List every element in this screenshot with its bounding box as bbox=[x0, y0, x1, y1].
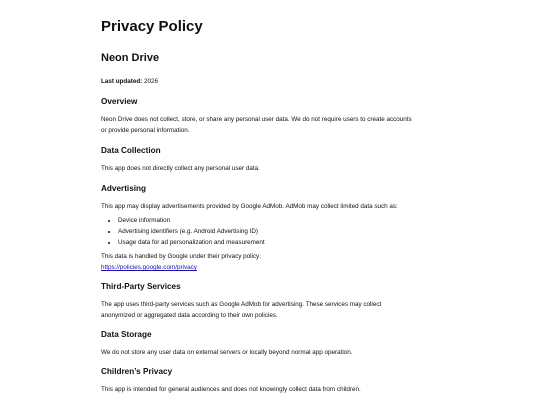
last-updated bbox=[101, 65, 441, 87]
advertising-link-line bbox=[101, 262, 441, 273]
advertising-body bbox=[101, 194, 441, 273]
advertising-handled-text: This data is handled by Google under their privacy policy: bbox=[101, 253, 261, 260]
overview-body bbox=[101, 107, 441, 136]
page-title: Privacy Policy bbox=[101, 18, 203, 35]
last-updated-value: 2026 bbox=[144, 78, 159, 85]
childrens-privacy-text: This app is intended for general audiences and does not knowingly collect data from children. bbox=[101, 386, 361, 393]
overview-text-line-2: or provide personal information. bbox=[101, 127, 190, 134]
list-item: • Advertising identifiers (e.g. Android Advertising ID) bbox=[118, 226, 441, 237]
data-collection-text: This app does not directly collect any personal user data. bbox=[101, 165, 260, 172]
third-party-text-line-1: The app uses third-party services such as Google AdMob for advertising. These services may collect bbox=[101, 301, 382, 308]
childrens-privacy-body bbox=[101, 377, 441, 395]
third-party-text-line-2: anonymized or aggregated data according to their own policies. bbox=[101, 312, 278, 319]
data-storage-heading: Data Storage bbox=[101, 330, 152, 339]
list-item: • Device information bbox=[118, 215, 441, 226]
third-party-heading: Third-Party Services bbox=[101, 282, 181, 291]
data-collection-body bbox=[101, 156, 441, 174]
data-storage-body bbox=[101, 340, 441, 358]
advertising-data-list bbox=[101, 212, 441, 248]
childrens-privacy-heading: Children’s Privacy bbox=[101, 367, 173, 376]
last-updated-label: Last updated: bbox=[101, 78, 143, 85]
data-collection-heading: Data Collection bbox=[101, 146, 161, 155]
overview-text-line-1: Neon Drive does not collect, store, or share any personal user data. We do not require users to create accounts bbox=[101, 116, 412, 123]
data-storage-text: We do not store any user data on external servers or locally beyond normal app operation. bbox=[101, 349, 353, 356]
advertising-text: This app may display advertisements provided by Google AdMob. AdMob may collect limited data such as: bbox=[101, 203, 398, 210]
overview-heading: Overview bbox=[101, 97, 138, 106]
app-name-heading: Neon Drive bbox=[101, 52, 160, 64]
list-item: • Usage data for ad personalization and measurement bbox=[118, 237, 441, 248]
google-privacy-link[interactable]: https://policies.google.com/privacy bbox=[101, 264, 197, 271]
third-party-body bbox=[101, 292, 441, 321]
advertising-heading: Advertising bbox=[101, 184, 147, 193]
